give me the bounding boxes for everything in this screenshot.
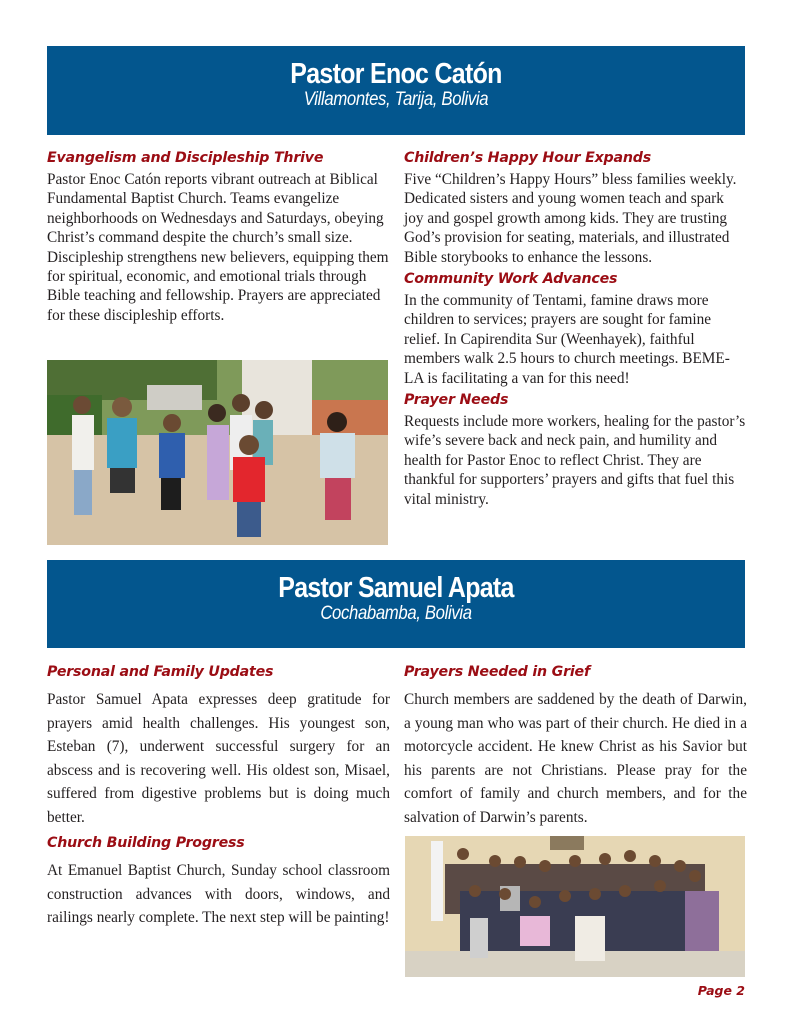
article-body: In the community of Tentami, famine draws more children to services; prayers are sought for famine relief. In Capirendita Sur (Weenhayek), faithful members walk 2.5 hours to church meetings. BEME-LA is facilitating a van for this need! bbox=[404, 292, 730, 387]
pastor-name: Pastor Enoc Catón bbox=[290, 58, 502, 90]
article-heading: Evangelism and Discipleship Thrive bbox=[47, 150, 324, 166]
article-body: Pastor Enoc Catón reports vibrant outreach at Biblical Fundamental Baptist Church. Teams evangelize neighborhoods on Wednesdays and Saturdays, obeying Christ’s command despite the church’s small size. Discipleship strengthens new believers, equipping them for spiritual, economic, and emotional trials through Bible teaching and fellowship. Prayers are appreciated for these discipleship efforts. bbox=[47, 171, 389, 324]
article-column-left bbox=[47, 150, 390, 325]
article-heading: Prayer Needs bbox=[404, 392, 509, 409]
article-column-right bbox=[404, 664, 747, 829]
article-body: Church members are saddened by the death of Darwin, a young man who was part of their church. He died in a motorcycle accident. He knew Christ as his Savior but his parents are not Christians. Please pray for the comfort of family and church members, and for the salvation of Darwin’s parents. bbox=[404, 691, 747, 826]
article-column-right bbox=[404, 150, 747, 509]
article-body: Pastor Samuel Apata expresses deep gratitude for prayers amid health challenges. His youngest son, Esteban (7), underwent successful surgery for an abscess and is recovering well. His oldest son, Misael, suffered from digestive problems but is doing much better. bbox=[47, 691, 390, 826]
children-group-photo bbox=[47, 360, 388, 545]
pastor-name: Pastor Samuel Apata bbox=[278, 572, 514, 604]
article-heading: Church Building Progress bbox=[47, 835, 245, 851]
children-photo-illustration bbox=[47, 360, 388, 545]
church-congregation-photo bbox=[405, 836, 745, 977]
article-heading: Personal and Family Updates bbox=[47, 664, 274, 680]
article-body: At Emanuel Baptist Church, Sunday school classroom construction advances with doors, windows, and railings nearly complete. The next step will be painting! bbox=[47, 862, 390, 926]
article-heading: Children’s Happy Hour Expands bbox=[404, 150, 651, 166]
article-heading: Prayers Needed in Grief bbox=[404, 664, 590, 680]
section-banner-samuel-apata bbox=[47, 560, 745, 648]
page-number: Page 2 bbox=[697, 983, 745, 998]
congregation-photo-illustration bbox=[405, 836, 745, 977]
pastor-location: Villamontes, Tarija, Bolivia bbox=[303, 89, 489, 110]
article-column-left bbox=[47, 664, 390, 930]
section-banner-enoc-caton bbox=[47, 46, 745, 135]
article-body: Five “Children’s Happy Hours” bless families weekly. Dedicated sisters and young women teach and spark joy and gospel growth among kids. They are trusting God’s provision for seating, materials, and illustrated Bible storybooks to enhance the lessons. bbox=[404, 171, 737, 266]
article-body: Requests include more workers, healing for the pastor’s wife’s severe back and neck pain, and humility and health for Pastor Enoc to reflect Christ. They are thankful for supporters’ prayers and gifts that fuel this vital ministry. bbox=[404, 413, 746, 508]
article-heading: Community Work Advances bbox=[404, 271, 618, 288]
pastor-location: Cochabamba, Bolivia bbox=[320, 603, 472, 624]
